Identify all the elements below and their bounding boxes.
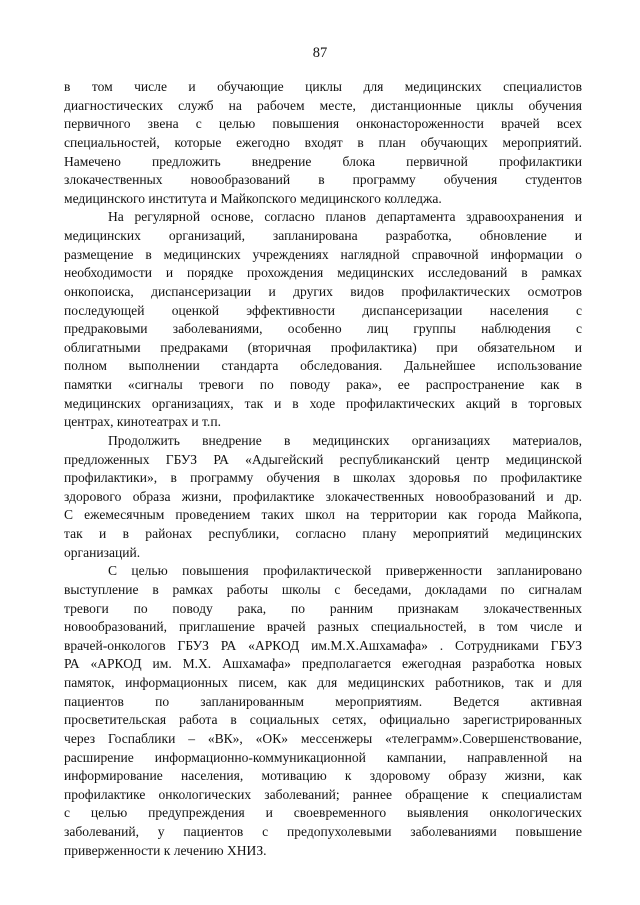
- paragraph: [64, 562, 582, 860]
- text-line: здорового образа жизни, профилактике злокачественных новообразований и др.: [64, 488, 582, 504]
- text-line: организаций.: [64, 544, 141, 560]
- page-number: 87: [312, 45, 328, 61]
- text-line: Намечено предложить внедрение блока первичной профилактики: [64, 153, 582, 169]
- text-line: полном выполнении стандарта обследования. Дальнейшее использование: [64, 358, 582, 374]
- text-line: профилактике онкологических заболеваний; раннее обращение к специалистам: [64, 786, 582, 802]
- text-line: С ежемесячным проведением таких школ на территории как города Майкопа,: [64, 507, 582, 523]
- text-line: РА «АРКОД им. М.Х. Ашхамафа» предполагается ежегодная разработка новых: [64, 656, 582, 672]
- text-line: просветительская работа в социальных сетях, официально зарегистрированных: [64, 712, 582, 728]
- text-line: новообразований, приглашение врачей разных специальностей, в том числе и: [64, 619, 582, 635]
- text-line: информирование населения, мотивацию к здоровому образу жизни, как: [64, 768, 582, 784]
- text-line: облигатными предраками (вторичная профилактика) при обязательном и: [64, 339, 582, 355]
- text-line: медицинских организаций, запланирована разработка, обновление и: [64, 228, 582, 243]
- text-line: пациентов по запланированным мероприятиям. Ведется активная: [64, 693, 582, 709]
- text-line: диагностических служб на рабочем месте, дистанционные циклы обучения: [64, 97, 582, 113]
- text-line: специальностей, которые ежегодно входят в план обучающих мероприятий.: [64, 134, 582, 150]
- text-line: тревоги по поводу рака, по ранним признакам злокачественных: [64, 600, 582, 616]
- text-line: приверженности к лечению ХНИЗ.: [64, 842, 267, 858]
- text-line: расширение информационно-коммуникационной кампании, направленной на: [64, 749, 582, 765]
- text-line: памяток, информационных писем, как для медицинских работников, так и для: [64, 675, 582, 690]
- text-line: На регулярной основе, согласно планов департамента здравоохранения и: [108, 209, 582, 225]
- text-line: выступление в рамках работы школы с беседами, докладами по сигналам: [64, 581, 582, 597]
- text-line: онкопоиска, диспансеризации и других видов профилактических осмотров: [64, 283, 582, 299]
- text-line: памятки «сигналы тревоги по поводу рака», ее распространение как в: [64, 377, 582, 392]
- paragraph: [64, 78, 582, 208]
- text-line: врачей-онкологов ГБУЗ РА «АРКОД им.М.Х.Ашхамафа» . Сотрудниками ГБУЗ: [64, 637, 582, 653]
- text-line: предраковыми заболеваниями, особенно лиц группы наблюдения с: [64, 321, 582, 337]
- text-line: Продолжить внедрение в медицинских организациях материалов,: [108, 432, 582, 448]
- text-line: заболеваний, у пациентов с предопухолевыми заболеваниями повышение: [64, 824, 582, 839]
- paragraph: [64, 432, 582, 562]
- text-line: медицинских организациях, так и в ходе профилактических акций в торговых: [64, 395, 582, 411]
- text-line: предложенных ГБУЗ РА «Адыгейский республиканский центр медицинской: [64, 451, 582, 467]
- text-line: так и в районах республики, согласно плану мероприятий медицинских: [64, 526, 582, 541]
- text-line: размещение в медицинских учреждениях наглядной справочной информации о: [64, 246, 582, 262]
- text-line: С целью повышения профилактической приверженности запланировано: [108, 563, 582, 579]
- text-line: через Госпаблики – «ВК», «ОК» мессенжеры «телеграмм».Совершенствование,: [64, 730, 582, 746]
- text-line: с целью предупреждения и своевременного выявления онкологических: [64, 805, 582, 821]
- text-line: медицинского института и Майкопского медицинского колледжа.: [64, 190, 442, 206]
- paragraph: [64, 208, 582, 432]
- text-line: последующей оценкой эффективности диспансеризации населения с: [64, 302, 582, 318]
- text-line: профилактики», в программу обучения в школах здоровья по профилактике: [64, 470, 582, 486]
- text-line: необходимости и порядке прохождения медицинских исследований в рамках: [64, 265, 582, 281]
- text-line: злокачественных новообразований в программу обучения студентов: [64, 172, 582, 188]
- body-text: [64, 78, 582, 860]
- text-line: центрах, кинотеатрах и т.п.: [64, 414, 221, 430]
- text-line: первичного звена с целью повышения онконастороженности врачей всех: [64, 116, 582, 132]
- text-line: в том числе и обучающие циклы для медицинских специалистов: [64, 79, 582, 94]
